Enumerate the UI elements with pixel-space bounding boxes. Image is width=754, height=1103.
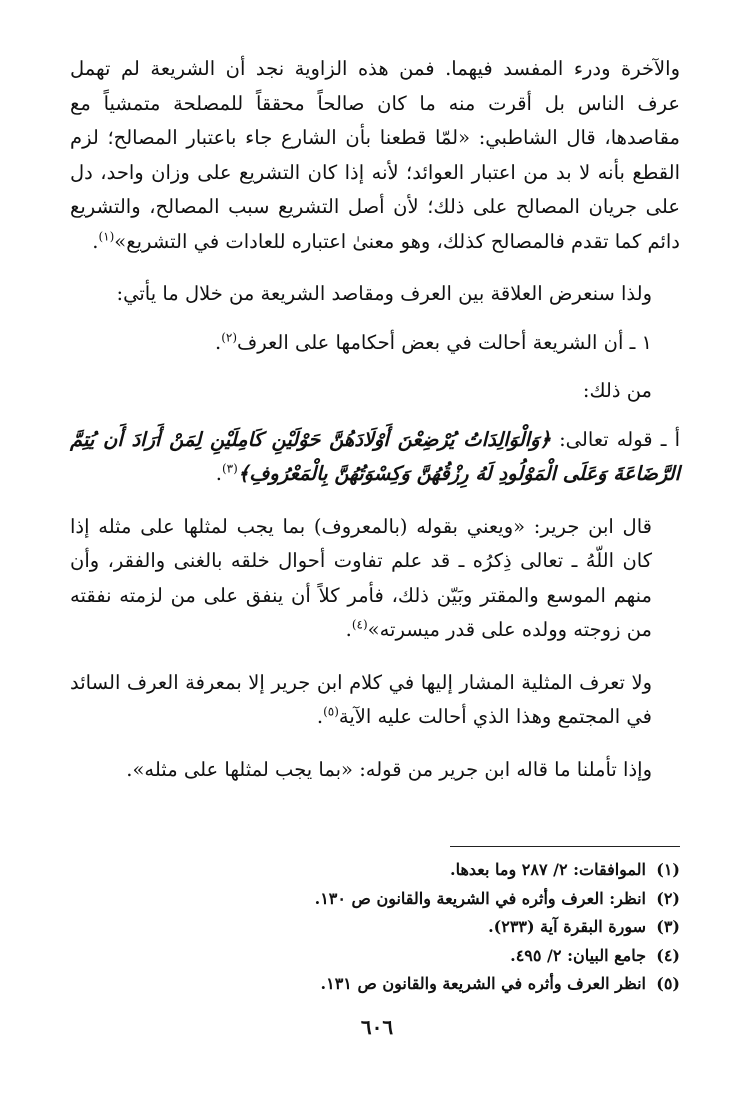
paragraph-text: ولا تعرف المثلية المشار إليها في كلام ابن جرير إلا بمعرفة العرف السائد في المجتمع وهذا الذي أحالت عليه الآية	[70, 670, 652, 728]
verse-end: .	[215, 462, 222, 485]
paragraph-end: .	[92, 229, 99, 253]
footnote-number: (٥)	[656, 974, 680, 993]
paragraph-ibn-jarir	[70, 510, 680, 648]
paragraph-end: .	[316, 705, 324, 728]
paragraph-text: قال ابن جرير: «ويعني بقوله (بالمعروف) بما يجب لمثلها على مثله إذا كان اللّهُ ـ تعالى ذِكرُه ـ قد علم تفاوت أحوال خلقه بالغنى والفقر، وأن منهم الموسع والمقتر وبَيّن ذلك، فأمر كلاً أن ينفق على من لزمته نفقته من زوجته وولده على قدر ميسرته»	[70, 514, 652, 641]
paragraph-text: والآخرة ودرء المفسد فيهما. فمن هذه الزاوية نجد أن الشريعة لم تهمل عرف الناس بل أقرت منه ما كان صالحاً محققاً للمصلحة متمشياً مع مقاصدها، قال الشاطبي: «لمّا قطعنا بأن الشارع جاء باعتبار المصالح؛ لزم القطع بأنه لا بد من اعتبار العوائد؛ لأنه إذا كان التشريع على وزان واحد، دل على جريان المصالح على ذلك؛ لأن أصل التشريع سبب المصالح، والتشريع دائم كما تقدم فالمصالح كذلك، وهو معنىٰ اعتباره للعادات في التشريع»	[70, 57, 680, 253]
footnote-ref-2: (٢)	[221, 330, 238, 344]
footnote-divider	[450, 846, 680, 847]
quran-verse: ﴿وَالْوَالِدَاتُ يُرْضِعْنَ أَوْلَادَهُنَّ حَوْلَيْنِ كَامِلَيْنِ لِمَنْ أَرَادَ أَن يُتِمَّ الرَّضَاعَةَ وَعَلَى الْمَوْلُودِ لَهُ رِزْقُهُنَّ وَكِسْوَتُهُنَّ بِالْمَعْرُوفِ﴾	[70, 427, 680, 485]
paragraph-mithliyya	[70, 666, 680, 735]
footnote-number: (٣)	[656, 917, 680, 936]
footnote-number: (٤)	[656, 945, 680, 965]
footnote-number: (١)	[656, 860, 680, 879]
footnote-2	[70, 885, 680, 914]
page-number: ٦٠٦	[360, 1015, 394, 1039]
quran-verse-paragraph	[70, 423, 680, 492]
footnote-4	[70, 942, 680, 971]
footnote-1	[70, 856, 680, 885]
footnote-number: (٢)	[656, 888, 680, 908]
footnote-ref-5: (٥)	[323, 704, 339, 719]
page-body	[70, 52, 680, 787]
paragraph-end: .	[345, 618, 352, 641]
footnote-text: الموافقات: ٢/ ٢٨٧ وما بعدها.	[450, 860, 646, 879]
footnote-text: سورة البقرة آية (٢٣٣).	[488, 917, 646, 936]
footnote-5	[70, 970, 680, 999]
paragraph-shatibi	[70, 52, 680, 259]
paragraph-intro: ولذا سنعرض العلاقة بين العرف ومقاصد الشريعة من خلال ما يأتي:	[116, 282, 652, 305]
point-1-text: ١ ـ أن الشريعة أحالت في بعض أحكامها على العرف	[237, 330, 652, 354]
verse-lead: أ ـ قوله تعالى:	[559, 427, 680, 451]
examples-heading: من ذلك:	[582, 379, 652, 402]
footnote-ref-1: (١)	[98, 229, 115, 243]
footnote-ref-4: (٤)	[351, 617, 368, 632]
footnote-text: انظر العرف وأثره في الشريعة والقانون ص ١٣١.	[320, 974, 646, 993]
footnotes	[70, 856, 680, 999]
point-1-heading	[70, 326, 680, 361]
footnote-text: جامع البيان: ٢/ ٤٩٥.	[510, 945, 646, 965]
footnote-ref-3: (٣)	[221, 461, 238, 476]
paragraph-reflection: وإذا تأملنا ما قاله ابن جرير من قوله: «بما يجب لمثلها على مثله».	[126, 757, 652, 781]
point-1-end: .	[215, 330, 222, 354]
footnote-3	[70, 913, 680, 942]
footnote-text: انظر: العرف وأثره في الشريعة والقانون ص ١٣٠.	[314, 888, 646, 908]
